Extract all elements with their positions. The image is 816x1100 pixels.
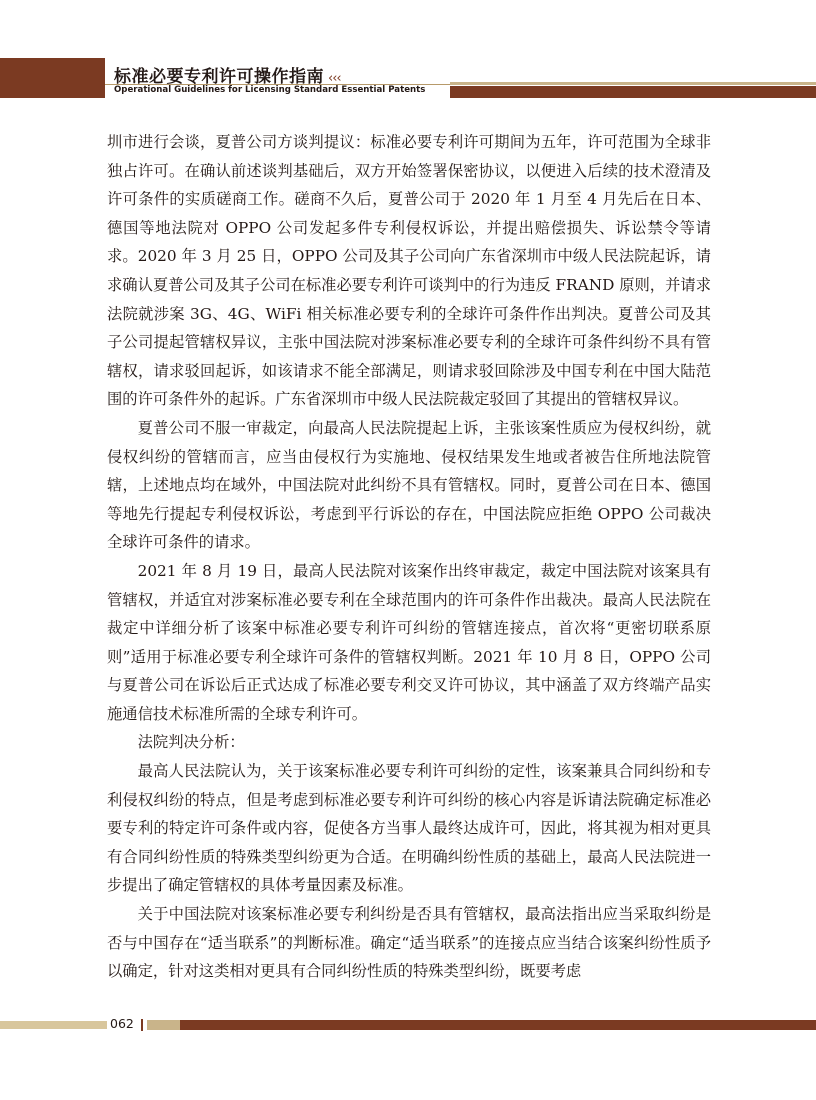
body-text [107,128,711,986]
chevron-left-icon: ‹‹‹ [328,71,341,86]
page-number: 062 [110,1016,134,1031]
running-header-subtitle: Operational Guidelines for Licensing Standard Essential Patents [114,85,426,95]
paragraph: 2021 年 8 月 19 日，最高人民法院对该案作出终审裁定，裁定中国法院对该案具有管辖权，并适宜对涉案标准必要专利在全球范围内的许可条件作出裁决。最高人民法院在裁定中详细分析了该案中标准必要专利许可纠纷的管辖连接点，首次将“更密切联系原则”适用于标准必要专利全球许可条件的管辖权判断。2021 年 10 月 8 日，OPPO 公司与夏普公司在诉讼后正式达成了标准必要专利交叉许可协议，其中涵盖了双方终端产品实施通信技术标准所需的全球专利许可。 [107,561,711,723]
footer-divider [141,1019,143,1031]
footer-left-strip [0,1021,107,1029]
paragraph: 圳市进行会谈，夏普公司方谈判提议：标准必要专利许可期间为五年，许可范围为全球非独占许可。在确认前述谈判基础后，双方开始签署保密协议，以便进入后续的技术澄清及许可条件的实质磋商工作。磋商不久后，夏普公司于 2020 年 1 月至 4 月先后在日本、德国等地法院对 OPPO 公司发起多件专利侵权诉讼，并提出赔偿损失、诉讼禁令等请求。2020 年 3 月 25 日，OPPO 公司及其子公司向广东省深圳市中级人民法院起诉，请求确认夏普公司及其子公司在标准必要专利许可谈判中的行为违反 FRAND 原则，并请求法院就涉案 3G、4G、WiFi 相关标准必要专利的全球许可条件作出判决。夏普公司及其子公司提起管辖权异议，主张中国法院对涉案标准必要专利的全球许可条件纠纷不具有管辖权，请求驳回起诉，如该请求不能全部满足，则请求驳回除涉及中国专利在中国大陆范围的许可条件外的起诉。广东省深圳市中级人民法院裁定驳回了其提出的管辖权异议。 [107,133,711,409]
paragraph: 夏普公司不服一审裁定，向最高人民法院提起上诉，主张该案性质应为侵权纠纷，就侵权纠纷的管辖而言，应当由侵权行为实施地、侵权结果发生地或者被告住所地法院管辖，上述地点均在域外，中国法院对此纠纷不具有管辖权。同时，夏普公司在日本、德国等地先行提起专利侵权诉讼，考虑到平行诉讼的存在，中国法院应拒绝 OPPO 公司裁决全球许可条件的请求。 [107,418,711,552]
header-tan-strip [450,82,816,85]
paragraph: 最高人民法院认为，关于该案标准必要专利许可纠纷的定性，该案兼具合同纠纷和专利侵权纠纷的特点，但是考虑到标准必要专利许可纠纷的核心内容是诉请法院确定标准必要专利的特定许可条件或内容，促使各方当事人最终达成许可，因此，将其视为相对更具有合同纠纷性质的特殊类型纠纷更为合适。在明确纠纷性质的基础上，最高人民法院进一步提出了确定管辖权的具体考量因素及标准。 [107,762,711,895]
running-header-title [114,62,341,87]
header-title-text: 标准必要专利许可操作指南 [114,67,324,87]
section-label: 法院判决分析： [137,733,245,752]
header-right-block [450,86,816,98]
header-left-block [0,58,105,98]
footer-tan-bar [147,1020,180,1030]
footer-brown-bar [180,1020,816,1030]
paragraph: 关于中国法院对该案标准必要专利纠纷是否具有管辖权，最高法指出应当采取纠纷是否与中国存在“适当联系”的判断标准。确定“适当联系”的连接点应当结合该案纠纷性质予以确定，针对这类相对更具有合同纠纷性质的特殊类型纠纷，既要考虑 [107,905,711,981]
